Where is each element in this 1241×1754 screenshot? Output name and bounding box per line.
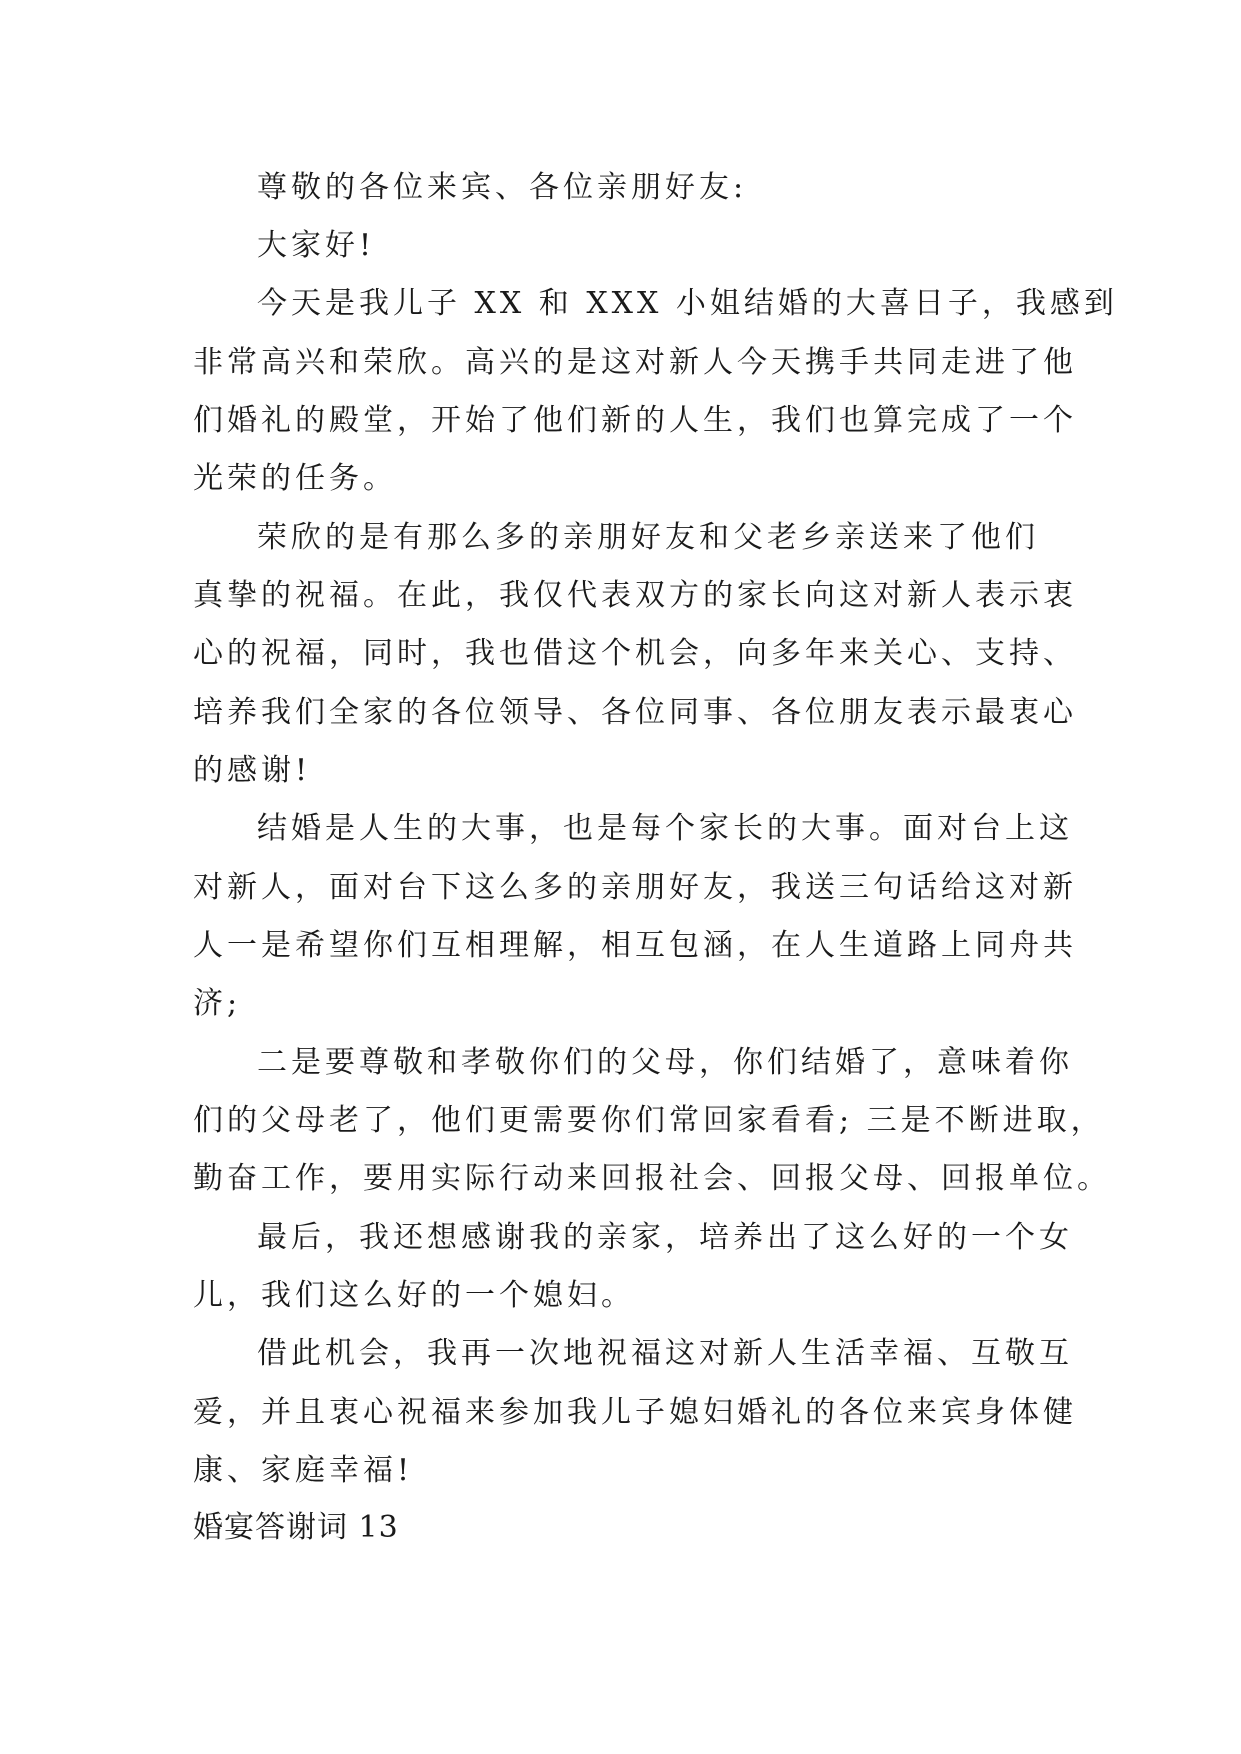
paragraph-line: 非常高兴和荣欣。高兴的是这对新人今天携手共同走进了他 bbox=[193, 345, 1077, 380]
paragraph-line: 真挚的祝福。在此，我仅代表双方的家长向这对新人表示衷 bbox=[193, 578, 1077, 613]
paragraph-line: 爱，并且衷心祝福来参加我儿子媳妇婚礼的各位来宾身体健 bbox=[193, 1395, 1077, 1430]
paragraph-line: 最后，我还想感谢我的亲家，培养出了这么好的一个女 bbox=[257, 1220, 1073, 1255]
greeting: 大家好! bbox=[257, 228, 376, 263]
salutation: 尊敬的各位来宾、各位亲朋好友: bbox=[257, 170, 748, 205]
paragraph-line: 结婚是人生的大事，也是每个家长的大事。面对台上这 bbox=[257, 811, 1073, 846]
paragraph-line: 培养我们全家的各位领导、各位同事、各位朋友表示最衷心 bbox=[193, 695, 1077, 730]
paragraph-line: 们婚礼的殿堂，开始了他们新的人生，我们也算完成了一个 bbox=[193, 403, 1077, 438]
paragraph-line: 济; bbox=[193, 986, 242, 1021]
paragraph-line: 二是要尊敬和孝敬你们的父母，你们结婚了，意味着你 bbox=[257, 1045, 1073, 1080]
paragraph-line: 们的父母老了，他们更需要你们常回家看看; 三是不断进取， bbox=[193, 1103, 1105, 1138]
section-heading: 婚宴答谢词 13 bbox=[193, 1510, 399, 1545]
paragraph-line: 今天是我儿子 XX 和 XXX 小姐结婚的大喜日子，我感到 bbox=[257, 286, 1118, 321]
paragraph-line: 荣欣的是有那么多的亲朋好友和父老乡亲送来了他们 bbox=[257, 520, 1039, 555]
paragraph-line: 对新人，面对台下这么多的亲朋好友，我送三句话给这对新 bbox=[193, 870, 1077, 905]
paragraph-line: 光荣的任务。 bbox=[193, 461, 397, 496]
paragraph-line: 康、家庭幸福! bbox=[193, 1453, 414, 1488]
paragraph-line: 勤奋工作，要用实际行动来回报社会、回报父母、回报单位。 bbox=[193, 1161, 1111, 1196]
paragraph-line: 心的祝福，同时，我也借这个机会，向多年来关心、支持、 bbox=[193, 636, 1077, 671]
paragraph-line: 儿，我们这么好的一个媳妇。 bbox=[193, 1278, 635, 1313]
paragraph-line: 的感谢! bbox=[193, 753, 312, 788]
paragraph-line: 借此机会，我再一次地祝福这对新人生活幸福、互敬互 bbox=[257, 1336, 1073, 1371]
paragraph-line: 人一是希望你们互相理解，相互包涵，在人生道路上同舟共 bbox=[193, 928, 1077, 963]
